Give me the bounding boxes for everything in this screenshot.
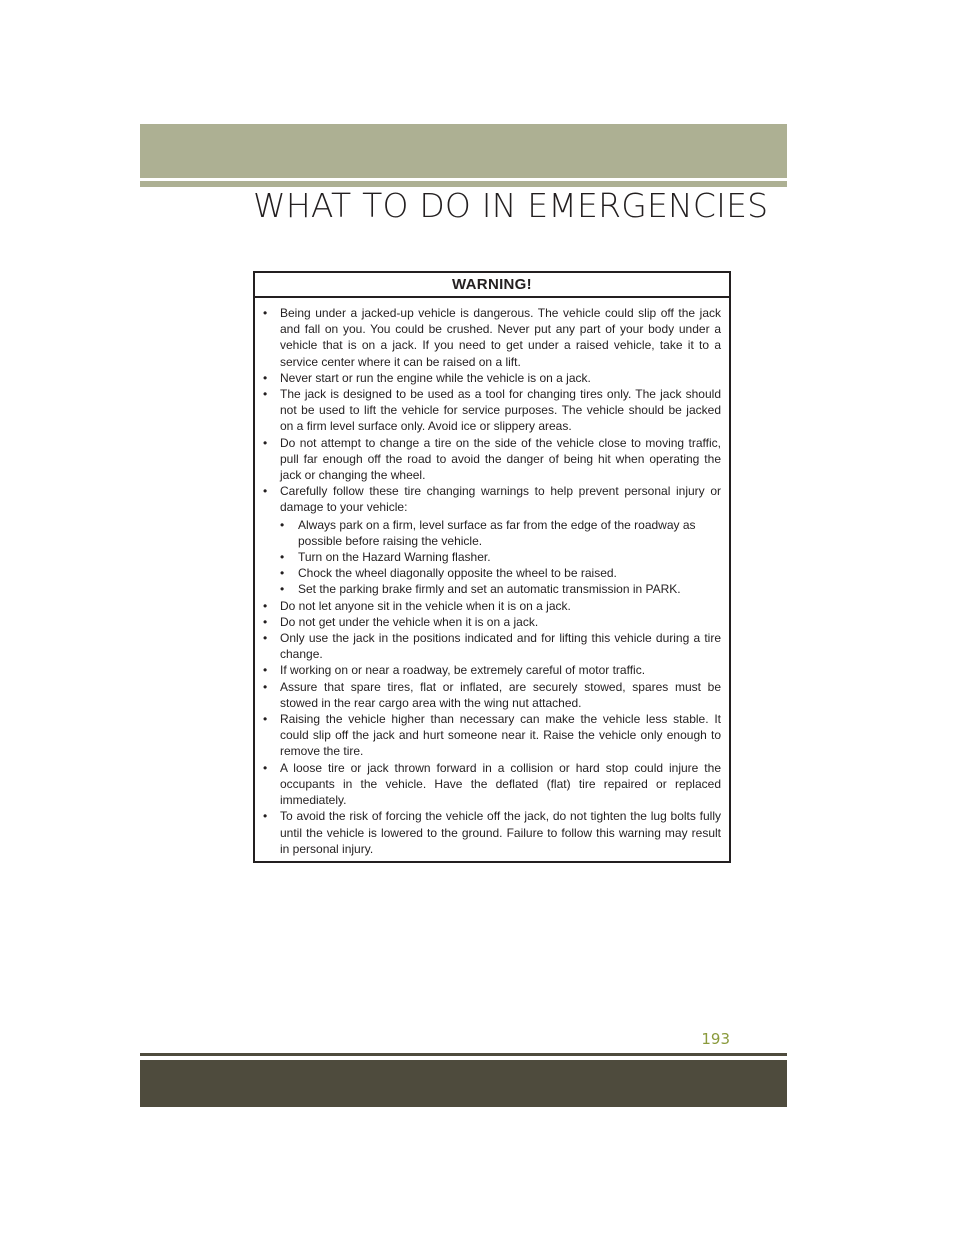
list-item: • Do not attempt to change a tire on the side of the vehicle close to moving traffic, pull far enough off the road to avoid the danger of being hit when operating the jack or changing the wheel. — [263, 435, 721, 484]
list-item-text: Carefully follow these tire changing warnings to help prevent personal injury or damage to your vehicle: — [280, 484, 721, 515]
sub-list-item: • Turn on the Hazard Warning flasher. — [280, 549, 721, 565]
sub-list-item: • Set the parking brake firmly and set an automatic transmission in PARK. — [280, 581, 721, 597]
list-item: • Assure that spare tires, flat or inflated, are securely stowed, spares must be stowed in the rear cargo area with the wing nut attached. — [263, 679, 721, 711]
warning-box — [253, 271, 731, 863]
page-number: 193 — [701, 1030, 730, 1048]
list-item: • A loose tire or jack thrown forward in a collision or hard stop could injure the occupants in the vehicle. Have the deflated (flat) tire repaired or replaced immediately. — [263, 760, 721, 809]
footer-band — [140, 1060, 787, 1107]
list-item-with-subitems — [263, 483, 721, 597]
list-item: • If working on or near a roadway, be extremely careful of motor traffic. — [263, 662, 721, 678]
sub-list — [280, 516, 721, 598]
list-item: • Do not let anyone sit in the vehicle when it is on a jack. — [263, 598, 721, 614]
list-item: • Raising the vehicle higher than necessary can make the vehicle less stable. It could slip off the jack and hurt someone near it. Raise the vehicle only enough to remove the tire. — [263, 711, 721, 760]
list-item: • Only use the jack in the positions indicated and for lifting this vehicle during a tire change. — [263, 630, 721, 662]
list-item: • To avoid the risk of forcing the vehicle off the jack, do not tighten the lug bolts fully until the vehicle is lowered to the ground. Failure to follow this warning may result in personal injury. — [263, 808, 721, 857]
warning-heading: WARNING! — [255, 273, 729, 298]
sub-list-item: • Chock the wheel diagonally opposite the wheel to be raised. — [280, 565, 721, 581]
sub-list-item: • Always park on a firm, level surface as far from the edge of the roadway as possible before raising the vehicle. — [280, 517, 721, 549]
list-item: • Never start or run the engine while the vehicle is on a jack. — [263, 370, 721, 386]
footer-rule — [140, 1053, 787, 1056]
page-title: WHAT TO DO IN EMERGENCIES — [253, 186, 769, 225]
list-item: • Do not get under the vehicle when it is on a jack. — [263, 614, 721, 630]
list-item: • The jack is designed to be used as a tool for changing tires only. The jack should not be used to lift the vehicle for service purposes. The vehicle should be jacked on a firm level surface only. Avoid ice or slippery areas. — [263, 386, 721, 435]
warning-list — [255, 298, 729, 857]
header-band — [140, 124, 787, 178]
list-item: • Being under a jacked-up vehicle is dangerous. The vehicle could slip off the jack and fall on you. You could be crushed. Never put any part of your body under a vehicle that is on a jack. If you need to get under a raised vehicle, take it to a service center where it can be raised on a lift. — [263, 305, 721, 370]
